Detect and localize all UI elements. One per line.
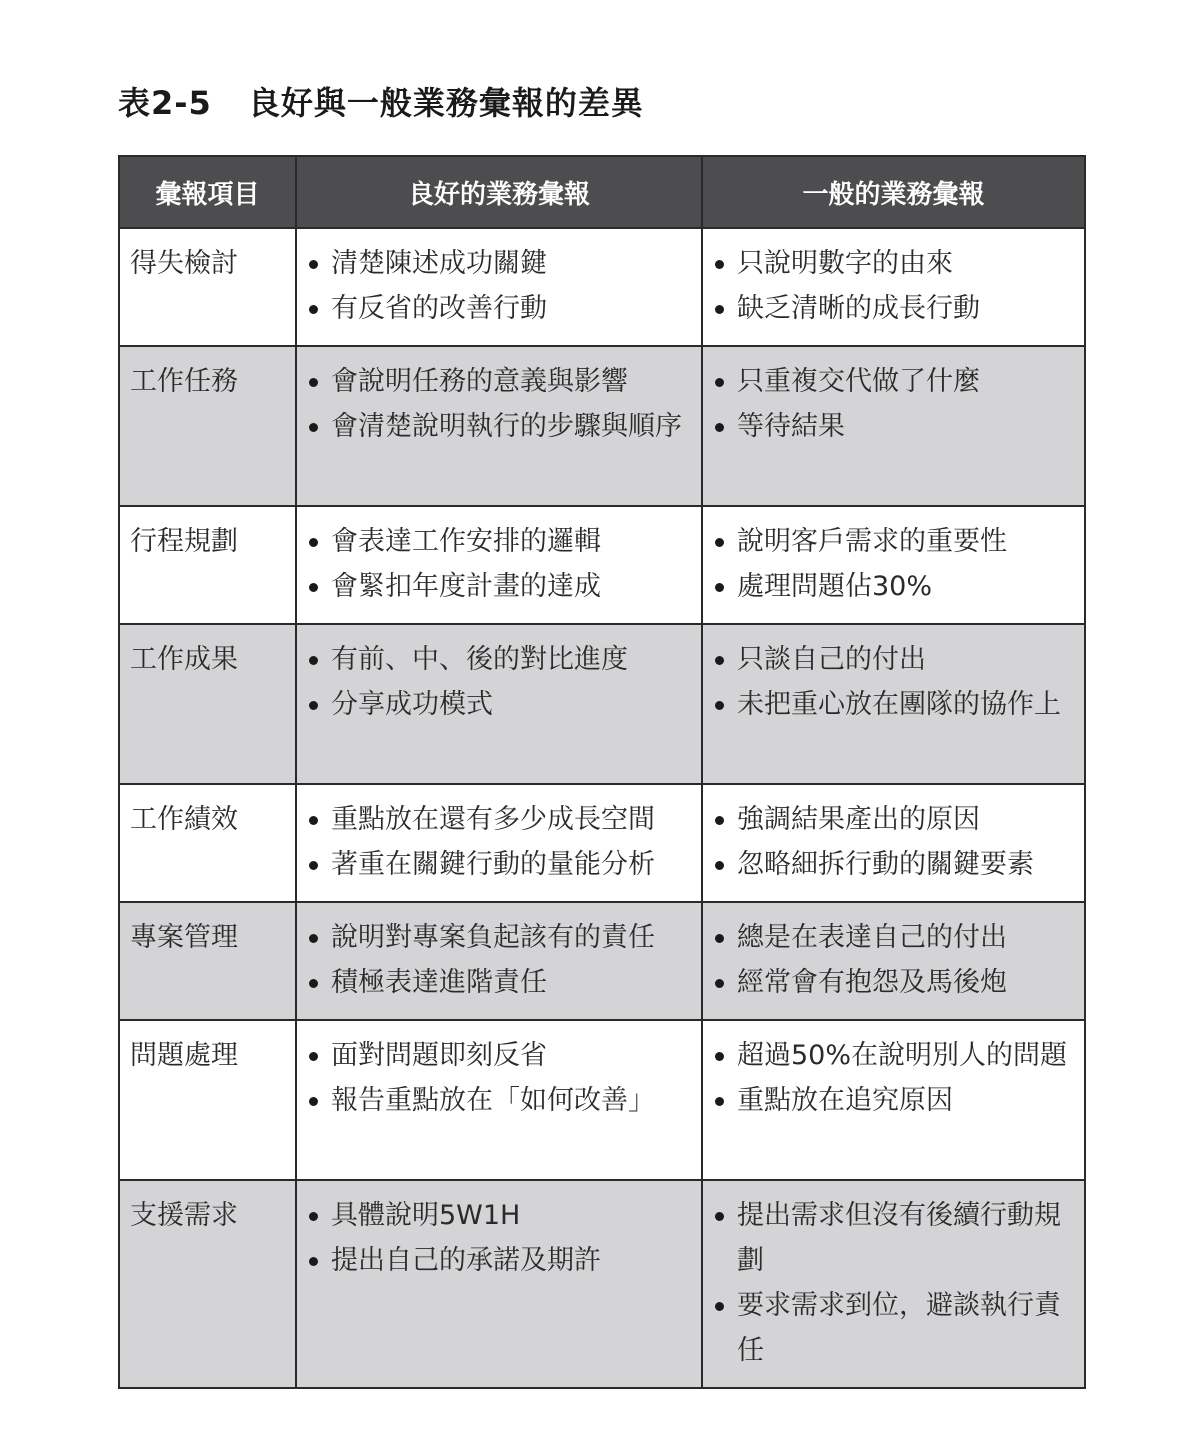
list-item: 要求需求到位，避談執行責任 <box>711 1283 1076 1373</box>
good-cell <box>296 784 702 902</box>
list-item: 經常會有抱怨及馬後炮 <box>711 960 1076 1005</box>
row-item: 支援需求 <box>119 1180 296 1388</box>
list-item: 處理問題佔30% <box>711 564 1076 609</box>
list-item: 著重在關鍵行動的量能分析 <box>305 842 693 887</box>
list-item: 會清楚說明執行的步驟與順序 <box>305 404 693 449</box>
list-item: 有反省的改善行動 <box>305 286 693 331</box>
list-item: 忽略細拆行動的關鍵要素 <box>711 842 1076 887</box>
list-item: 等待結果 <box>711 404 1076 449</box>
comparison-table <box>118 155 1086 1389</box>
list-item: 積極表達進階責任 <box>305 960 693 1005</box>
list-item: 清楚陳述成功關鍵 <box>305 241 693 286</box>
general-cell <box>702 506 1085 624</box>
list-item: 缺乏清晰的成長行動 <box>711 286 1076 331</box>
table-row <box>119 346 1085 506</box>
good-cell <box>296 228 702 346</box>
good-cell <box>296 506 702 624</box>
row-item: 得失檢討 <box>119 228 296 346</box>
header-row <box>119 156 1085 228</box>
table-row <box>119 1020 1085 1180</box>
list-item: 會表達工作安排的邏輯 <box>305 519 693 564</box>
list-item: 分享成功模式 <box>305 682 693 727</box>
row-item: 工作任務 <box>119 346 296 506</box>
list-item: 重點放在追究原因 <box>711 1078 1076 1123</box>
list-item: 說明對專案負起該有的責任 <box>305 915 693 960</box>
general-cell <box>702 1020 1085 1180</box>
table-caption <box>118 78 644 124</box>
general-cell <box>702 624 1085 784</box>
list-item: 具體說明5W1H <box>305 1193 693 1238</box>
good-cell <box>296 902 702 1020</box>
list-item: 提出需求但沒有後續行動規劃 <box>711 1193 1076 1283</box>
list-item: 超過50%在說明別人的問題 <box>711 1033 1076 1078</box>
list-item: 說明客戶需求的重要性 <box>711 519 1076 564</box>
list-item: 重點放在還有多少成長空間 <box>305 797 693 842</box>
good-cell <box>296 624 702 784</box>
list-item: 強調結果產出的原因 <box>711 797 1076 842</box>
list-item: 面對問題即刻反省 <box>305 1033 693 1078</box>
list-item: 有前、中、後的對比進度 <box>305 637 693 682</box>
header-item: 彙報項目 <box>119 156 296 228</box>
general-cell <box>702 902 1085 1020</box>
list-item: 會說明任務的意義與影響 <box>305 359 693 404</box>
list-item: 會緊扣年度計畫的達成 <box>305 564 693 609</box>
table-row <box>119 784 1085 902</box>
table-row <box>119 902 1085 1020</box>
good-cell <box>296 1180 702 1388</box>
list-item: 只說明數字的由來 <box>711 241 1076 286</box>
list-item: 提出自己的承諾及期許 <box>305 1238 693 1283</box>
row-item: 行程規劃 <box>119 506 296 624</box>
header-good-report: 良好的業務彙報 <box>296 156 702 228</box>
header-general-report: 一般的業務彙報 <box>702 156 1085 228</box>
general-cell <box>702 346 1085 506</box>
table-row <box>119 228 1085 346</box>
table-row <box>119 1180 1085 1388</box>
row-item: 工作績效 <box>119 784 296 902</box>
row-item: 問題處理 <box>119 1020 296 1180</box>
good-cell <box>296 346 702 506</box>
list-item: 只重複交代做了什麼 <box>711 359 1076 404</box>
table-row <box>119 506 1085 624</box>
good-cell <box>296 1020 702 1180</box>
general-cell <box>702 1180 1085 1388</box>
table-number: 表2-5 <box>118 84 212 122</box>
general-cell <box>702 228 1085 346</box>
list-item: 未把重心放在團隊的協作上 <box>711 682 1076 727</box>
row-item: 工作成果 <box>119 624 296 784</box>
list-item: 報告重點放在「如何改善」 <box>305 1078 693 1123</box>
list-item: 總是在表達自己的付出 <box>711 915 1076 960</box>
table-title: 良好與一般業務彙報的差異 <box>247 84 644 122</box>
table-row <box>119 624 1085 784</box>
row-item: 專案管理 <box>119 902 296 1020</box>
general-cell <box>702 784 1085 902</box>
list-item: 只談自己的付出 <box>711 637 1076 682</box>
